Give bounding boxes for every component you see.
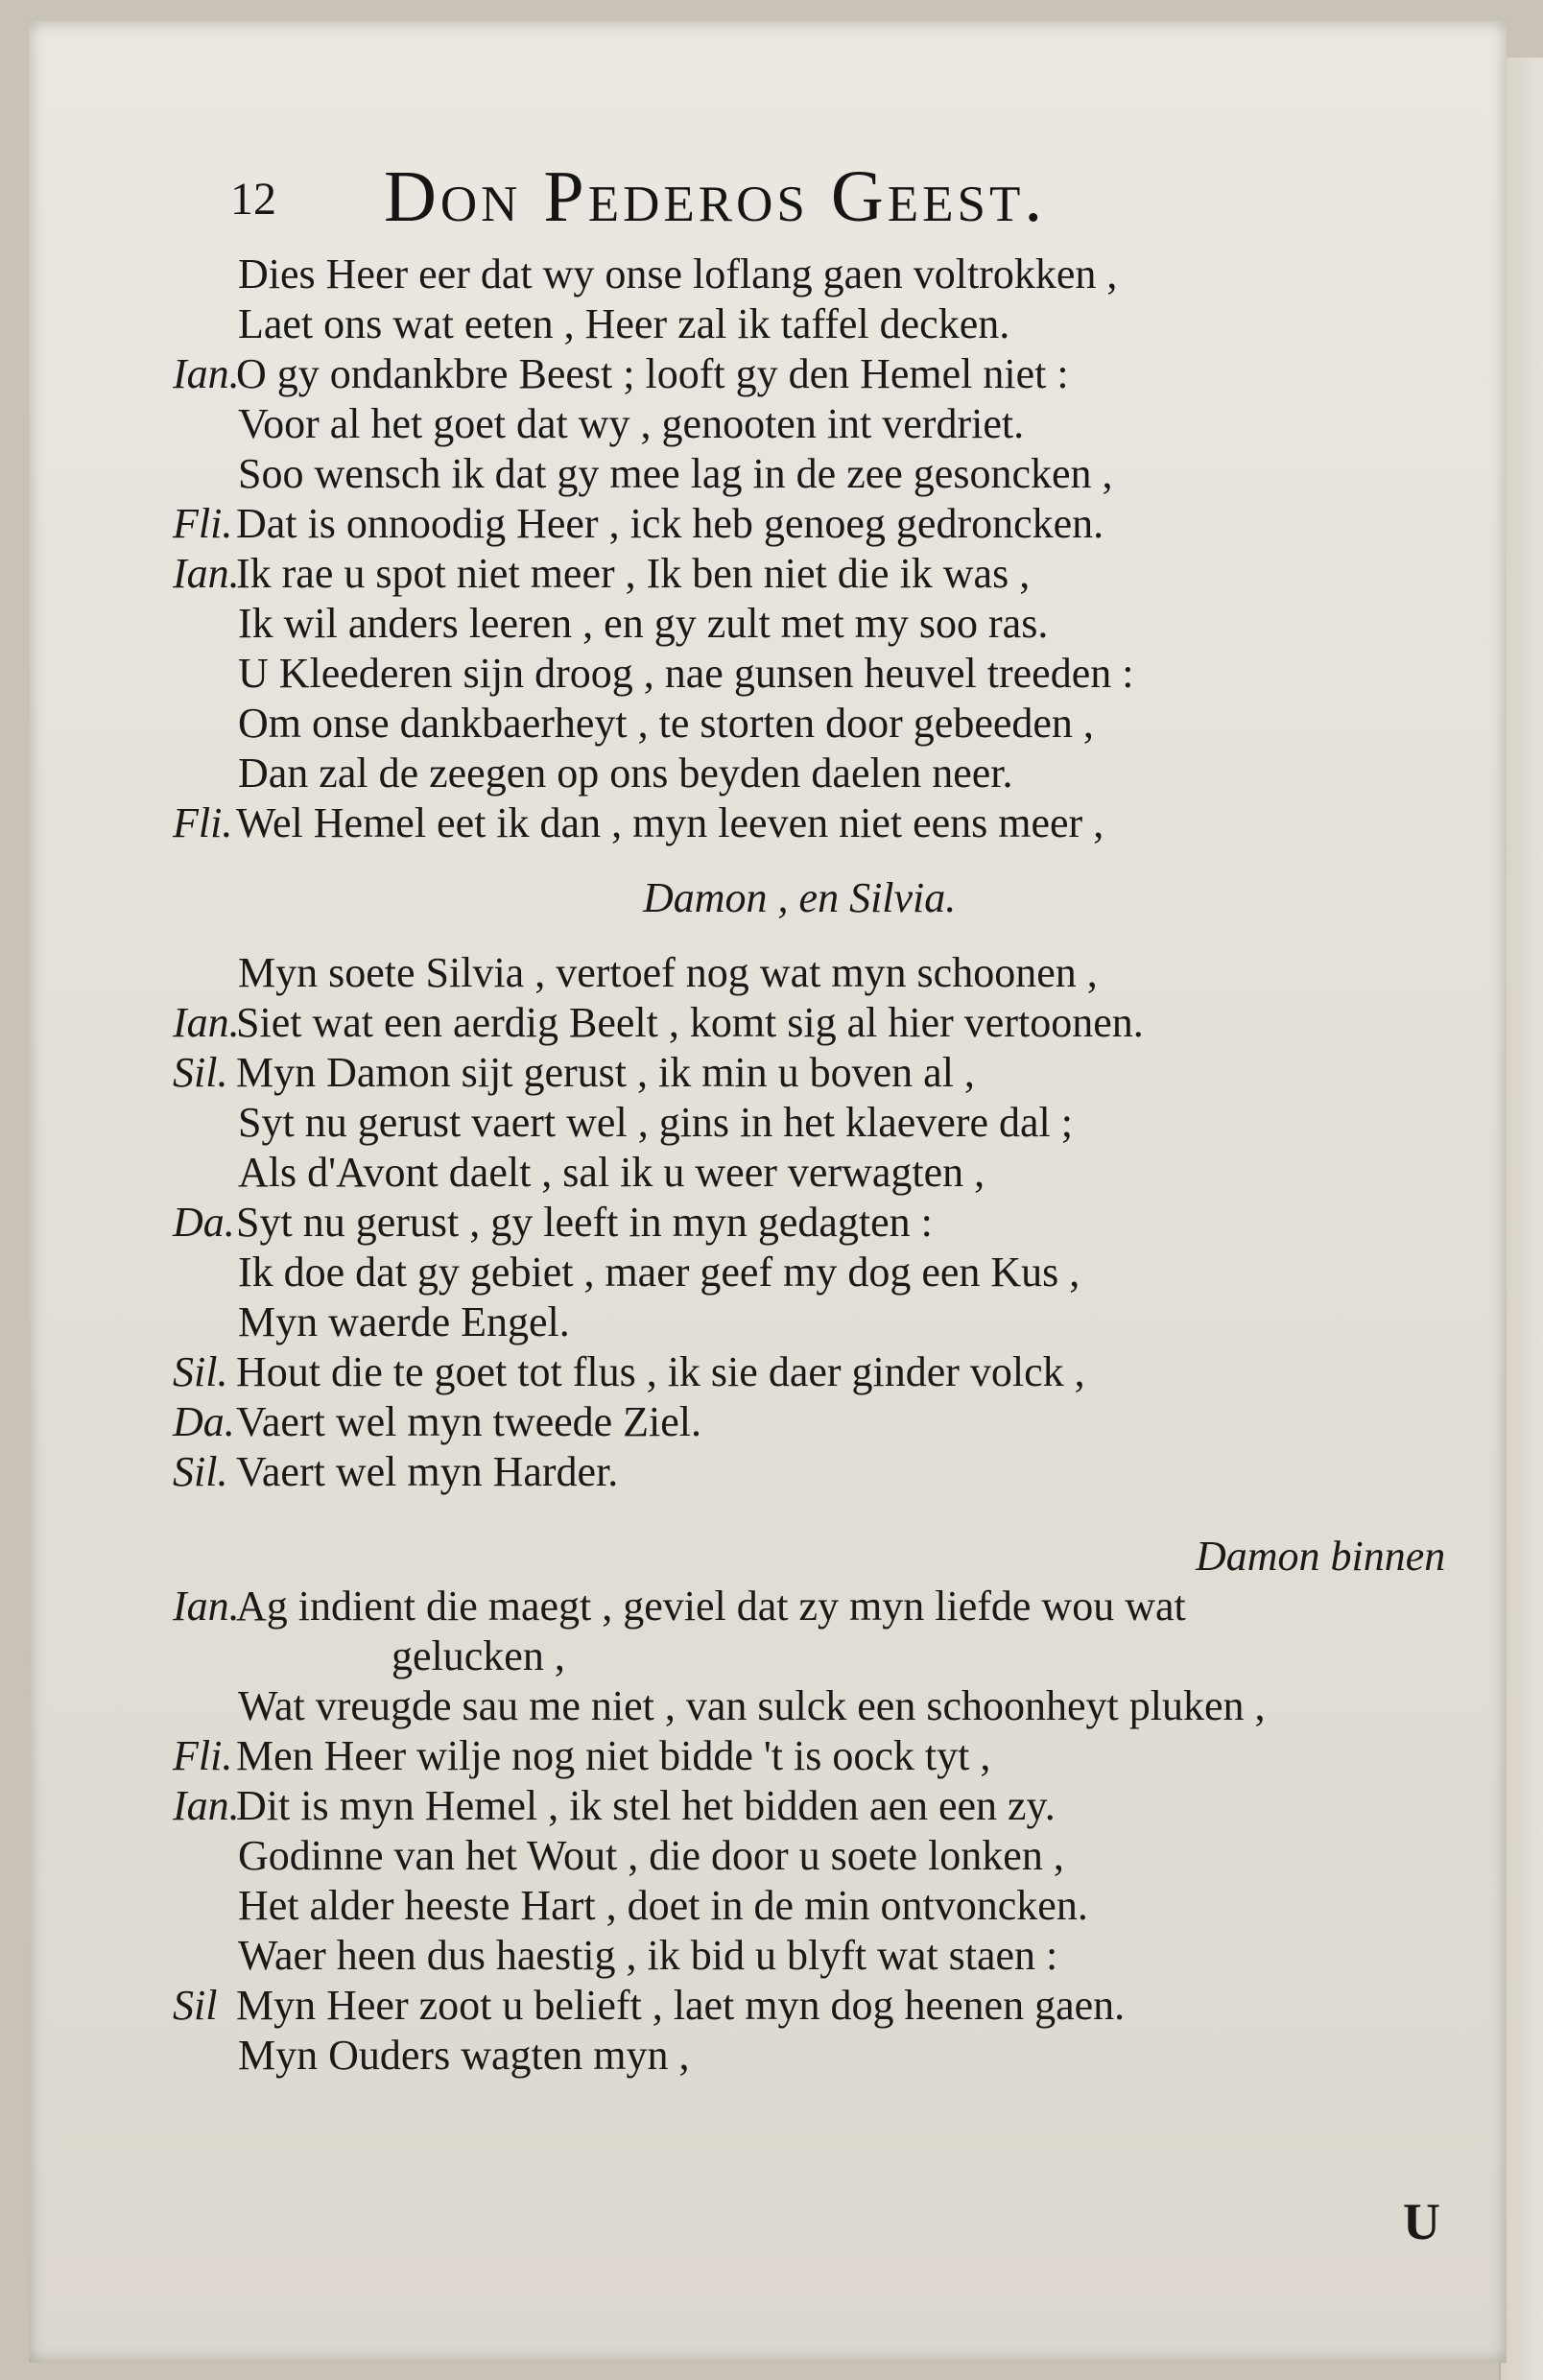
text-line: Ian.Ik rae u spot niet meer , Ik ben niet die ik was ,: [173, 550, 1031, 597]
text-line: Ian.Ag indient die maegt , geviel dat zy myn liefde wou wat: [173, 1583, 1186, 1630]
speaker-label: Fli.: [173, 799, 233, 846]
text-line: Ik wil anders leeren , en gy zult met my soo ras.: [238, 600, 1049, 647]
text-line: gelucken ,: [392, 1632, 565, 1679]
text-line: Fli.Wel Hemel eet ik dan , myn leeven niet eens meer ,: [173, 799, 1104, 846]
running-title: Don Pederos Geest.: [384, 156, 1047, 237]
text-line: Da.Syt nu gerust , gy leeft in myn gedagten :: [173, 1199, 933, 1246]
speaker-label: Da.: [173, 1199, 235, 1246]
text-line: U Kleederen sijn droog , nae gunsen heuvel treeden :: [238, 650, 1134, 697]
speaker-label: Sil.: [173, 1348, 228, 1395]
text-line: Wat vreugde sau me niet , van sulck een schoonheyt pluken ,: [238, 1682, 1266, 1729]
speaker-label: Sil: [173, 1982, 218, 2029]
speaker-label: Ian.: [173, 350, 240, 397]
text-line: Om onse dankbaerheyt , te storten door gebeeden ,: [238, 700, 1094, 747]
speaker-label: Ian.: [173, 550, 240, 597]
page-number: 12: [230, 174, 276, 225]
speaker-label: Sil.: [173, 1049, 228, 1096]
text-line: Als d'Avont daelt , sal ik u weer verwagten ,: [238, 1149, 985, 1196]
text-line: Voor al het goet dat wy , genooten int verdriet.: [238, 400, 1025, 447]
text-line: Ik doe dat gy gebiet , maer geef my dog een Kus ,: [238, 1249, 1080, 1296]
text-line: Soo wensch ik dat gy mee lag in de zee gesoncken ,: [238, 450, 1113, 497]
text-line: Sil. Myn Damon sijt gerust , ik min u boven al ,: [173, 1049, 975, 1096]
speaker-label: Da.: [173, 1398, 235, 1445]
text-line: Ian.Siet wat een aerdig Beelt , komt sig al hier vertoonen.: [173, 999, 1144, 1046]
catchword: U: [1403, 2193, 1440, 2250]
stage-direction: Damon binnen: [1196, 1533, 1446, 1580]
text-line: Waer heen dus haestig , ik bid u blyft wat staen :: [238, 1932, 1058, 1979]
text-line: Het alder heeste Hart , doet in de min ontvoncken.: [238, 1882, 1088, 1929]
text-line: Da.Vaert wel myn tweede Ziel.: [173, 1398, 702, 1445]
text-line: Myn waerde Engel.: [238, 1298, 570, 1345]
book-page: [29, 21, 1507, 2363]
speaker-label: Fli.: [173, 1732, 233, 1779]
text-line: Dies Heer eer dat wy onse loflang gaen voltrokken ,: [238, 250, 1118, 298]
text-line: Myn soete Silvia , vertoef nog wat myn schoonen ,: [238, 949, 1098, 996]
speaker-label: Ian.: [173, 999, 240, 1046]
speaker-label: Fli.: [173, 500, 233, 547]
text-line: Fli.Men Heer wilje nog niet bidde 't is oock tyt ,: [173, 1732, 991, 1779]
text-line: Sil. Hout die te goet tot flus , ik sie daer ginder volck ,: [173, 1348, 1085, 1395]
text-line: Sil. Vaert wel myn Harder.: [173, 1448, 619, 1495]
speaker-label: Sil.: [173, 1448, 228, 1495]
text-line: Myn Ouders wagten myn ,: [238, 2032, 690, 2079]
scene-heading: Damon , en Silvia.: [643, 874, 957, 921]
text-line: Syt nu gerust vaert wel , gins in het klaevere dal ;: [238, 1099, 1073, 1146]
play-text: [29, 21, 1507, 2363]
text-line: Godinne van het Wout , die door u soete lonken ,: [238, 1832, 1064, 1879]
text-line: Fli.Dat is onnoodig Heer , ick heb genoeg gedroncken.: [173, 500, 1104, 547]
text-line: Ian.Dit is myn Hemel , ik stel het bidden aen een zy.: [173, 1782, 1056, 1829]
text-line: Sil Myn Heer zoot u belieft , laet myn dog heenen gaen.: [173, 1982, 1126, 2029]
text-line: Dan zal de zeegen op ons beyden daelen neer.: [238, 750, 1013, 797]
speaker-label: Ian.: [173, 1782, 240, 1829]
text-line: Laet ons wat eeten , Heer zal ik taffel decken.: [238, 300, 1010, 347]
speaker-label: Ian.: [173, 1583, 240, 1630]
text-line: Ian.O gy ondankbre Beest ; looft gy den Hemel niet :: [173, 350, 1069, 397]
